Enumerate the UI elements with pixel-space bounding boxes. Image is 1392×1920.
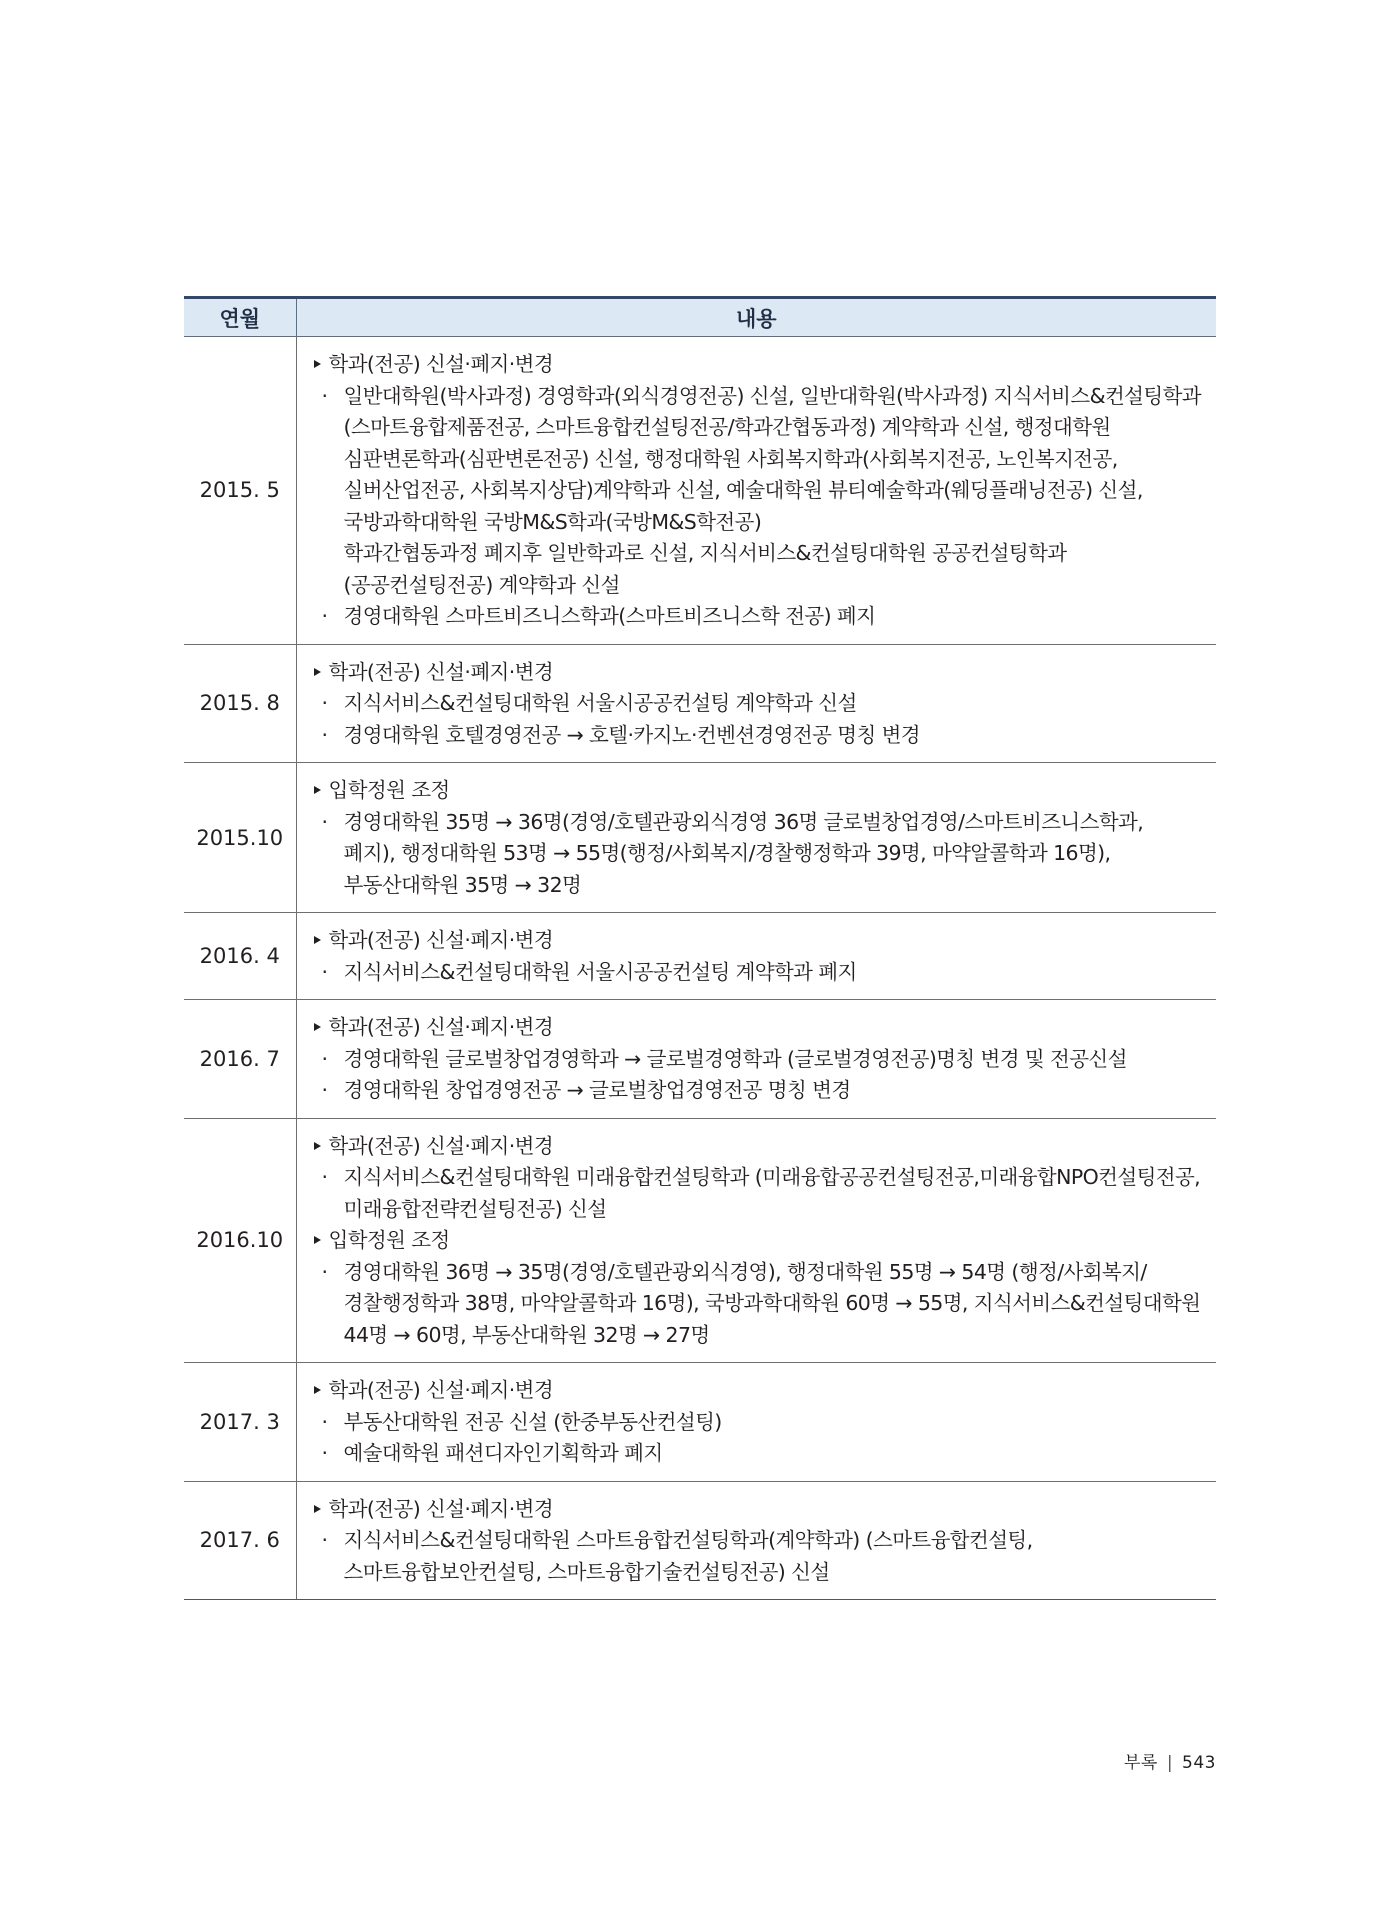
list-item bbox=[314, 1162, 1217, 1225]
row-date: 2017. 6 bbox=[184, 1481, 296, 1600]
triangle-bullet-icon bbox=[314, 1236, 321, 1244]
list-item-line: (스마트융합제품전공, 스마트융합컨설팅전공/학과간협동과정) 계약학과 신설, 행정대학원 bbox=[343, 415, 1111, 439]
list-item-line: 심판변론학과(심판변론전공) 신설, 행정대학원 사회복지학과(사회복지전공, 노인복지전공, bbox=[343, 446, 1118, 471]
list-item bbox=[314, 807, 1217, 902]
list-item-line: 예술대학원 패션디자인기획학과 폐지 bbox=[343, 1441, 663, 1465]
table-row bbox=[184, 913, 1216, 1000]
list-item-line: 국방과학대학원 국방M&S학과(국방M&S학전공) bbox=[343, 509, 762, 534]
page-footer bbox=[1124, 1748, 1216, 1773]
list-item-line: 경영대학원 창업경영전공 → 글로벌창업경영전공 명칭 변경 bbox=[343, 1078, 851, 1102]
table-row bbox=[184, 644, 1216, 763]
middle-dot-bullet-icon: · bbox=[321, 1078, 328, 1102]
row-date: 2015.10 bbox=[184, 763, 296, 913]
triangle-bullet-icon bbox=[314, 786, 321, 794]
triangle-bullet-icon bbox=[314, 1386, 321, 1394]
list-item-line: 부동산대학원 35명 → 32명 bbox=[343, 872, 582, 897]
list-item bbox=[314, 720, 1217, 752]
list-item-line: 실버산업전공, 사회복지상담)계약학과 신설, 예술대학원 뷰티예술학과(웨딩플래닝전공) 신설, bbox=[343, 478, 1143, 502]
list-item-line: 지식서비스&컨설팅대학원 미래융합컨설팅학과 (미래융합공공컨설팅전공,미래융합NPO컨설팅전공, bbox=[343, 1165, 1201, 1189]
list-item-line: 경찰행정학과 38명, 마약알콜학과 16명), 국방과학대학원 60명 → 55명, 지식서비스&컨설팅대학원 bbox=[343, 1291, 1201, 1315]
list-item-line: 지식서비스&컨설팅대학원 서울시공공컨설팅 계약학과 폐지 bbox=[343, 959, 857, 984]
list-item-line: 학과간협동과정 폐지후 일반학과로 신설, 지식서비스&컨설팅대학원 공공컨설팅학과 bbox=[343, 541, 1067, 565]
section-title-text: 학과(전공) 신설·폐지·변경 bbox=[328, 1133, 554, 1158]
row-content bbox=[296, 1118, 1216, 1363]
section-title-text: 입학정원 조정 bbox=[328, 778, 450, 802]
list-item-line: 폐지), 행정대학원 53명 → 55명(행정/사회복지/경찰행정학과 39명, 마약알콜학과 16명), bbox=[343, 841, 1111, 865]
section-title bbox=[314, 349, 1217, 381]
row-content bbox=[296, 913, 1216, 1000]
row-date: 2017. 3 bbox=[184, 1363, 296, 1482]
list-item-line: 스마트융합보안컨설팅, 스마트융합기술컨설팅전공) 신설 bbox=[343, 1559, 830, 1584]
triangle-bullet-icon bbox=[314, 936, 321, 944]
section-title-text: 학과(전공) 신설·폐지·변경 bbox=[328, 1378, 554, 1402]
middle-dot-bullet-icon: · bbox=[321, 1259, 328, 1284]
table-row bbox=[184, 1000, 1216, 1119]
row-content bbox=[296, 1481, 1216, 1600]
row-date: 2016. 4 bbox=[184, 913, 296, 1000]
list-item-line: 지식서비스&컨설팅대학원 스마트융합컨설팅학과(계약학과) (스마트융합컨설팅, bbox=[343, 1528, 1033, 1552]
list-item bbox=[314, 688, 1217, 720]
section-title-text: 입학정원 조정 bbox=[328, 1228, 450, 1252]
triangle-bullet-icon bbox=[314, 360, 321, 368]
row-date: 2015. 5 bbox=[184, 337, 296, 645]
table-row bbox=[184, 337, 1216, 645]
list-item-line: 경영대학원 35명 → 36명(경영/호텔관광외식경영 36명 글로벌창업경영/스마트비즈니스학과, bbox=[343, 809, 1144, 834]
middle-dot-bullet-icon: · bbox=[321, 722, 328, 747]
row-content bbox=[296, 1363, 1216, 1482]
section-title bbox=[314, 1225, 1217, 1257]
list-item bbox=[314, 1044, 1217, 1076]
table-header bbox=[184, 298, 1216, 337]
section-title-text: 학과(전공) 신설·폐지·변경 bbox=[328, 1015, 554, 1039]
list-item-line: 경영대학원 36명 → 35명(경영/호텔관광외식경영), 행정대학원 55명 → 54명 (행정/사회복지/ bbox=[343, 1259, 1147, 1284]
table-row bbox=[184, 1118, 1216, 1363]
section-title bbox=[314, 1375, 1217, 1407]
triangle-bullet-icon bbox=[314, 1505, 321, 1513]
table-row bbox=[184, 763, 1216, 913]
section-title-text: 학과(전공) 신설·폐지·변경 bbox=[328, 1496, 554, 1521]
list-item-line: 경영대학원 스마트비즈니스학과(스마트비즈니스학 전공) 폐지 bbox=[343, 604, 876, 628]
triangle-bullet-icon bbox=[314, 668, 321, 676]
list-item-line: 44명 → 60명, 부동산대학원 32명 → 27명 bbox=[343, 1322, 710, 1347]
section-title-text: 학과(전공) 신설·폐지·변경 bbox=[328, 928, 554, 952]
middle-dot-bullet-icon: · bbox=[321, 1441, 328, 1465]
list-item bbox=[314, 1407, 1217, 1439]
row-date: 2015. 8 bbox=[184, 644, 296, 763]
list-item bbox=[314, 1438, 1217, 1470]
header-date: 연월 bbox=[184, 298, 296, 337]
header-content: 내용 bbox=[296, 298, 1216, 337]
list-item-line: 경영대학원 글로벌창업경영학과 → 글로벌경영학과 (글로벌경영전공)명칭 변경 및 전공신설 bbox=[343, 1046, 1127, 1071]
list-item bbox=[314, 957, 1217, 989]
middle-dot-bullet-icon: · bbox=[321, 1165, 328, 1189]
section-title bbox=[314, 925, 1217, 957]
row-content bbox=[296, 1000, 1216, 1119]
list-item bbox=[314, 381, 1217, 602]
list-item bbox=[314, 1257, 1217, 1352]
middle-dot-bullet-icon: · bbox=[321, 1409, 328, 1434]
section-title-text: 학과(전공) 신설·폐지·변경 bbox=[328, 352, 554, 376]
section-title bbox=[314, 657, 1217, 689]
list-item-line: 미래융합전략컨설팅전공) 신설 bbox=[343, 1196, 607, 1221]
list-item-line: 지식서비스&컨설팅대학원 서울시공공컨설팅 계약학과 신설 bbox=[343, 691, 857, 715]
page-number: 543 bbox=[1182, 1753, 1216, 1773]
section-title bbox=[314, 1012, 1217, 1044]
list-item-line: 경영대학원 호텔경영전공 → 호텔·카지노·컨벤션경영전공 명칭 변경 bbox=[343, 722, 920, 747]
triangle-bullet-icon bbox=[314, 1023, 321, 1031]
header-row bbox=[184, 298, 1216, 337]
table-body bbox=[184, 337, 1216, 1600]
section-title-text: 학과(전공) 신설·폐지·변경 bbox=[328, 659, 554, 684]
row-date: 2016.10 bbox=[184, 1118, 296, 1363]
middle-dot-bullet-icon: · bbox=[321, 691, 328, 715]
section-title bbox=[314, 775, 1217, 807]
middle-dot-bullet-icon: · bbox=[321, 604, 328, 628]
history-table bbox=[184, 296, 1216, 1600]
section-title bbox=[314, 1131, 1217, 1163]
table-row bbox=[184, 1363, 1216, 1482]
list-item bbox=[314, 1525, 1217, 1588]
table-row bbox=[184, 1481, 1216, 1600]
middle-dot-bullet-icon: · bbox=[321, 809, 328, 834]
list-item-line: (공공컨설팅전공) 계약학과 신설 bbox=[343, 572, 620, 597]
list-item bbox=[314, 1075, 1217, 1107]
list-item-line: 일반대학원(박사과정) 경영학과(외식경영전공) 신설, 일반대학원(박사과정) 지식서비스&컨설팅학과 bbox=[343, 383, 1201, 408]
row-content bbox=[296, 763, 1216, 913]
triangle-bullet-icon bbox=[314, 1142, 321, 1150]
footer-section-label: 부록 bbox=[1123, 1753, 1158, 1773]
row-content bbox=[296, 337, 1216, 645]
footer-separator: | bbox=[1166, 1753, 1174, 1773]
section-title bbox=[314, 1494, 1217, 1526]
middle-dot-bullet-icon: · bbox=[321, 1046, 328, 1071]
row-date: 2016. 7 bbox=[184, 1000, 296, 1119]
list-item bbox=[314, 601, 1217, 633]
list-item-line: 부동산대학원 전공 신설 (한중부동산컨설팅) bbox=[343, 1409, 722, 1434]
middle-dot-bullet-icon: · bbox=[321, 383, 328, 408]
middle-dot-bullet-icon: · bbox=[321, 959, 328, 984]
middle-dot-bullet-icon: · bbox=[321, 1528, 328, 1552]
row-content bbox=[296, 644, 1216, 763]
